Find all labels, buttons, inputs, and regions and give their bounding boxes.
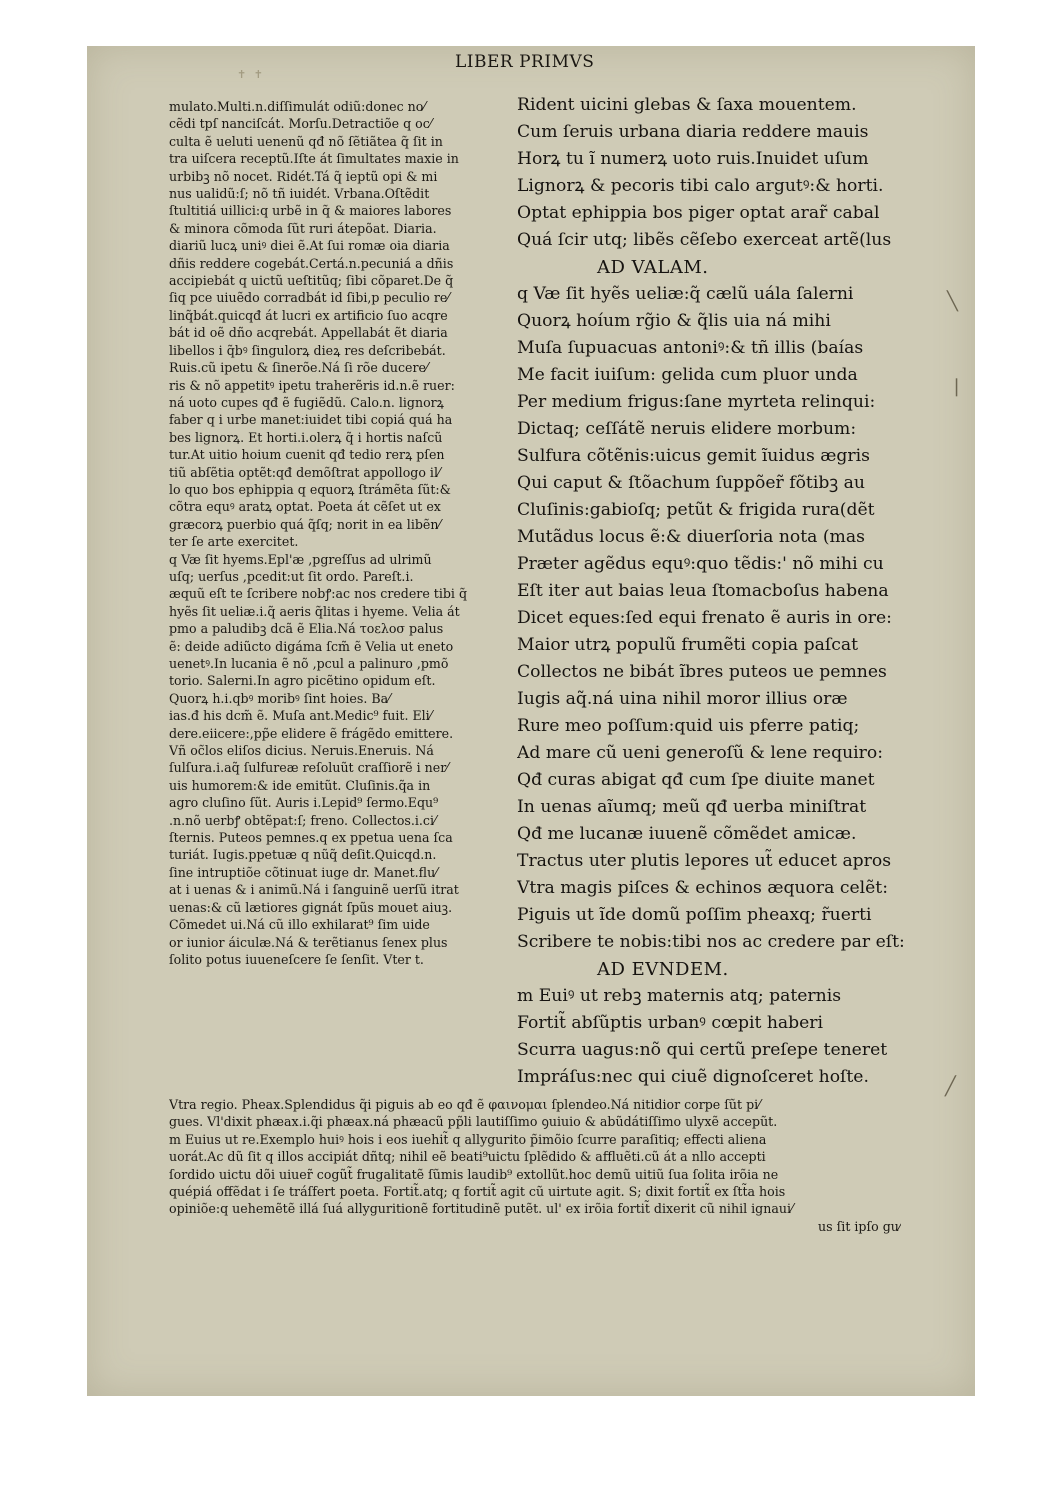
commentary-line: ſternis. Puteos pemnes.q ex ppetua uena ſca — [169, 830, 453, 846]
commentary-line: ſiq pce uiuẽdo corradbát id ſibi,p peculio re⁄ — [169, 290, 450, 306]
commentary-line: at i uenas & i animũ.Ná i ſanguinẽ uerſũ itrat — [169, 882, 459, 898]
poem-line: Dictaq; ceſſátẽ neruis elidere morbum: — [517, 419, 857, 439]
commentary-line: tiũ abſẽtia optẽt:qđ demõſtrat appollogo il⁄ — [169, 464, 441, 480]
commentary-line: Vtra regio. Pheax.Splendidus q̃i piguis ab eo qđ ẽ φαινομαι ſplendeo.Ná nitidior corpe ſũt pi⁄ — [169, 1097, 761, 1112]
commentary-line: bes lignorꝝ. Et horti.i.olerꝝ q̃ i hortis naſcũ — [169, 429, 443, 445]
poem-heading: AD VALAM. — [597, 257, 709, 278]
commentary-line: tur.At uitio hoium cuenit qđ tedio rerꝝ pſen — [169, 447, 445, 463]
commentary-line: agro cluſino ſũt. Auris i.Lepid⁹ ſermo.Equ⁹ — [169, 795, 439, 811]
commentary-line: pmo a paludibꝫ dcã ẽ Elia.Ná τοελοσ palus — [169, 621, 444, 637]
poem-line: Muſa ſupuacuas antoniꝰ:& tñ illis (baías — [517, 338, 864, 358]
commentary-line: ias.đ his dcm̃ ẽ. Muſa ant.Medic⁹ fuit. Eli⁄ — [169, 708, 432, 724]
poem-line: Maior utrꝝ populũ frumẽti copia paſcat — [517, 635, 858, 655]
poem-line: Ad mare cũ ueni generoſũ & lene requiro: — [517, 743, 884, 763]
poem-line: Vtra magis piſces & echinos æquora celẽt: — [517, 878, 889, 898]
book-page — [87, 46, 975, 1396]
commentary-line: cẽdi tpſ nanciſcát. Morſu.Detractiõe q oc⁄ — [169, 116, 432, 132]
commentary-line: uenas:& cũ lætiores gignát ſpũs mouet aiuꝫ. — [169, 899, 453, 915]
poem-line: Scribere te nobis:tibi nos ac credere par eſt: — [517, 932, 905, 952]
commentary-line: uſq; uerſus ,pcedit:ut ſit ordo. Pareſt.i. — [169, 568, 414, 584]
commentary-line: culta ẽ ueluti uenenũ qđ nõ ſẽtiãtea q̃ ſit in — [169, 133, 443, 149]
poem-heading: AD EVNDEM. — [597, 959, 729, 980]
poem-line: Tractus uter plutis lepores ut̃ educet apros — [517, 851, 892, 871]
commentary-line: nus ualidũ:ſ; nõ tñ iuidét. Vrbana.Oſtẽdit — [169, 186, 430, 202]
commentary-line: uis humorem:& ide emitũt. Cluſinis.q̃a in — [169, 777, 431, 793]
commentary-line: gues. Vl'dixit phæax.i.q̃i phæax.ná phæacũ pp̃li lautiſſimo ꝯuiuio & abũdátiſſimo ulyxẽ accepũt. — [169, 1114, 778, 1130]
commentary-line: ris & nõ appetitꝰ ipetu traherẽris id.n.ẽ ruer: — [169, 377, 455, 393]
poem-line: Collectos ne bibát ĩbres puteos ue pemnes — [517, 662, 887, 682]
commentary-line: us ſit ipſo gu⁄ — [818, 1218, 901, 1234]
poem-line: Quorꝝ hoíum rg̃io & q̃lis uia ná mihi — [517, 311, 831, 331]
bottom-commentary — [169, 1096, 901, 1235]
poem-line: Sulfura cõtẽnis:uicus gemit ĩuidus ægris — [517, 446, 870, 466]
commentary-line: or iunior áiculæ.Ná & terẽtianus ſenex plus — [169, 934, 448, 950]
commentary-line: accipiebát q uictũ ueſtitũq; ſibi cõparet.De q̃ — [169, 273, 454, 289]
commentary-line: mulato.Multi.n.diſſimulát odiũ:donec no⁄ — [169, 99, 426, 114]
running-header: LIBER PRIMVS — [455, 52, 595, 72]
poem-line: Rure meo poſſum:quid uis pferre patiq; — [517, 716, 860, 736]
poem-line: Me facit iuiſum: gelida cum pluor unda — [517, 365, 858, 385]
commentary-line: dñis reddere cogebát.Certá.n.pecuniá a dñis — [169, 255, 454, 271]
commentary-line: græcorꝝ puerbio quá q̃ſq; norit in ea libẽn⁄ — [169, 516, 441, 532]
poem-line: m Euiꝰ ut rebꝫ maternis atq; paternis — [517, 986, 842, 1006]
poem-line: Qđ me lucanæ iuuenẽ cõmẽdet amicæ. — [517, 824, 857, 844]
poem-line: In uenas aĩumq; meũ qđ uerba miniſtrat — [517, 797, 867, 817]
commentary-line: ẽ: deide adiũcto digáma ſcm̃ ẽ Velia ut eneto — [169, 638, 454, 654]
poem-line: Præter agẽdus equꝰ:quo tẽdis:' nõ mihi cu — [517, 554, 884, 574]
commentary-line: tra uiſcera receptũ.Iſte át ſimultates maxie in — [169, 151, 459, 167]
commentary-line: faber q i urbe manet:iuidet tibi copiá quá ha — [169, 412, 453, 428]
commentary-line: & minora cõmoda ſũt ruri átepõat. Diaria. — [169, 220, 437, 236]
margin-mark: ╲ — [947, 291, 958, 312]
commentary-line: dere.eiicere:,pp̃e elidere ẽ frágẽdo emittere. — [169, 725, 454, 741]
commentary-line: diariũ lucꝝ uniꝰ diei ẽ.At ſui romæ oia diaria — [169, 238, 450, 254]
commentary-line: libellos i q̃bꝰ ſingulorꝝ dieꝝ res deſcribebát. — [169, 342, 446, 358]
commentary-line: ná uoto cupes qđ ẽ fugiẽdũ. Calo.n. lignorꝝ — [169, 394, 444, 410]
commentary-line: urbibꝫ nõ nocet. Ridét.Tá q̃ ieptũ opi & mi — [169, 168, 438, 184]
commentary-line: Vñ oc̃los eliſos dicius. Neruis.Eneruis. Ná — [169, 743, 434, 759]
poem-line: Cum ſeruis urbana diaria reddere mauis — [517, 122, 869, 142]
margin-mark: ❘ — [949, 376, 965, 397]
commentary-column — [169, 98, 507, 968]
poem-line: Qđ curas abigat qđ cum ſpe diuite manet — [517, 770, 875, 790]
commentary-line: q Væ ſit hyems.Epl'æ ,pgreſſus ad ulrimũ — [169, 551, 432, 567]
poem-line: Mutãdus locus ẽ:& diuerſoria nota (mas — [517, 527, 865, 547]
poem-line: Horꝝ tu ĩ numerꝝ uoto ruis.Inuidet uſum — [517, 149, 869, 169]
poem-line: q Væ ſit hyẽs ueliæ:q̃ cælũ uála ſalerni — [517, 284, 854, 304]
commentary-line: torio. Salerni.In agro picẽtino opidum eſt. — [169, 673, 436, 689]
commentary-line: uorát.Ac dũ ſit q illos accipiát dñtq; nihil eẽ beati⁹uictu ſplẽdido & affluẽti.cũ át a nllo accepti — [169, 1149, 766, 1165]
bleed-through-text: ✝ ✝ — [237, 68, 265, 81]
poem-line: Cluſinis:gabioſq; petũt & frigida rura(dẽt — [517, 500, 875, 520]
commentary-line: opiniõe:q uehemẽtẽ illá ſuá allyguritionẽ fortitudinẽ putẽt. ul' ex irõia fortit̃ dixerit cũ nihil ignaui⁄ — [169, 1201, 794, 1217]
commentary-line: quépiá offẽdat i ſe tráſfert poeta. Fortit̃.atq; q fortit̃ agit cũ uirtute agit. S; dixit fortit̃ ex ſtt̃a hois — [169, 1184, 786, 1200]
poem-line: Iugis aq̃.ná uina nihil moror illius oræ — [517, 689, 848, 709]
commentary-line: ter ſe arte exercitet. — [169, 534, 299, 550]
commentary-line: uenetꝰ.In lucania ẽ nõ ,pcul a palinuro ,pmõ — [169, 656, 449, 671]
commentary-line: ſtultitiá uillici:q urbẽ in q̃ & maiores labores — [169, 203, 452, 219]
commentary-line: ſolito potus iuueneſcere ſe ſenſit. Vter t. — [169, 951, 424, 967]
poem-column — [517, 92, 917, 1091]
commentary-line: hyẽs ſit ueliæ.i.q̃ aeris q̃litas i hyeme. Velia át — [169, 603, 460, 619]
poem-line: Per medium frigus:ſane myrteta relinqui: — [517, 392, 876, 412]
poem-line: Fortit̃ abſũptis urbanꝰ cœpit haberi — [517, 1013, 824, 1033]
commentary-line: cõtra equꝰ aratꝝ optat. Poeta át cẽſet ut ex — [169, 499, 441, 515]
commentary-line: linq̃bát.quicqđ át lucri ex artificio ſuo acqre — [169, 307, 448, 323]
poem-line: Piguis ut ĩde domũ poſſim pheaxq; r̃uerti — [517, 905, 872, 925]
poem-line: Rident uicini glebas & ſaxa mouentem. — [517, 95, 857, 115]
poem-line: Lignorꝝ & pecoris tibi calo argutꝰ:& horti. — [517, 176, 884, 196]
poem-line: Scurra uagus:nõ qui certũ preſepe teneret — [517, 1040, 888, 1060]
commentary-line: Cõmedet ui.Ná cũ illo exhilarat⁹ ſim uide — [169, 917, 430, 933]
commentary-line: æquũ eſt te ſcribere nobꝭ:ac nos credere tibi q̃ — [169, 586, 468, 602]
poem-line: Eſt iter aut baias leua ſtomacboſus habena — [517, 581, 889, 601]
margin-mark: ╱ — [945, 1076, 956, 1097]
commentary-line: .n.nõ uerbꝭ obtẽpat:ſ; freno. Collectos.i.ci⁄ — [169, 812, 437, 828]
commentary-line: turiát. Iugis.ppetuæ q nũq̃ deſit.Quicqd.n. — [169, 847, 437, 863]
commentary-line: lo quo bos ephippia q equorꝝ ſtrámẽta ſũt:& — [169, 481, 451, 497]
poem-line: Dicet eques:ſed equi frenato ẽ auris in ore: — [517, 608, 892, 628]
poem-line: Quá ſcir utq; libẽs cẽſebo exerceat artẽ(lus — [517, 230, 892, 250]
commentary-line: ſine intruptiõe cõtinuat iuge dr. Manet.flu⁄ — [169, 864, 438, 880]
poem-line: Qui caput & ſtõachum ſuppõer̃ fõtibꝫ au — [517, 473, 865, 493]
commentary-line: Quorꝝ h.i.qbꝰ moribꝰ ſint hoies. Ba⁄ — [169, 690, 391, 706]
commentary-line: ſordido uictu dõi uiuer̃ cogũt̃ frugalitatẽ ſũmis laudib⁹ extollũt.hoc demũ uitiũ ſua ſolita irõia ne — [169, 1166, 779, 1182]
commentary-line: bát id oẽ dño acqrebát. Appellabát ẽt diaria — [169, 325, 448, 341]
commentary-line: ſulſura.i.aq̃ ſulfureæ reſoluũt craſſiorẽ i ner⁄ — [169, 760, 449, 776]
commentary-line: Ruis.cũ ipetu & ſinerõe.Ná ſi rõe ducere⁄ — [169, 360, 429, 376]
poem-line: Optat ephippia bos piger optat arar̃ cabal — [517, 203, 880, 223]
commentary-line: m Euius ut re.Exemplo huiꝰ hois i eos iuehit̃ q allygurito p̃imõio ſcurre paraſitiq; effecti aliena — [169, 1131, 767, 1147]
poem-line: Impráſus:nec qui ciuẽ dignoſceret hoſte. — [517, 1067, 869, 1087]
